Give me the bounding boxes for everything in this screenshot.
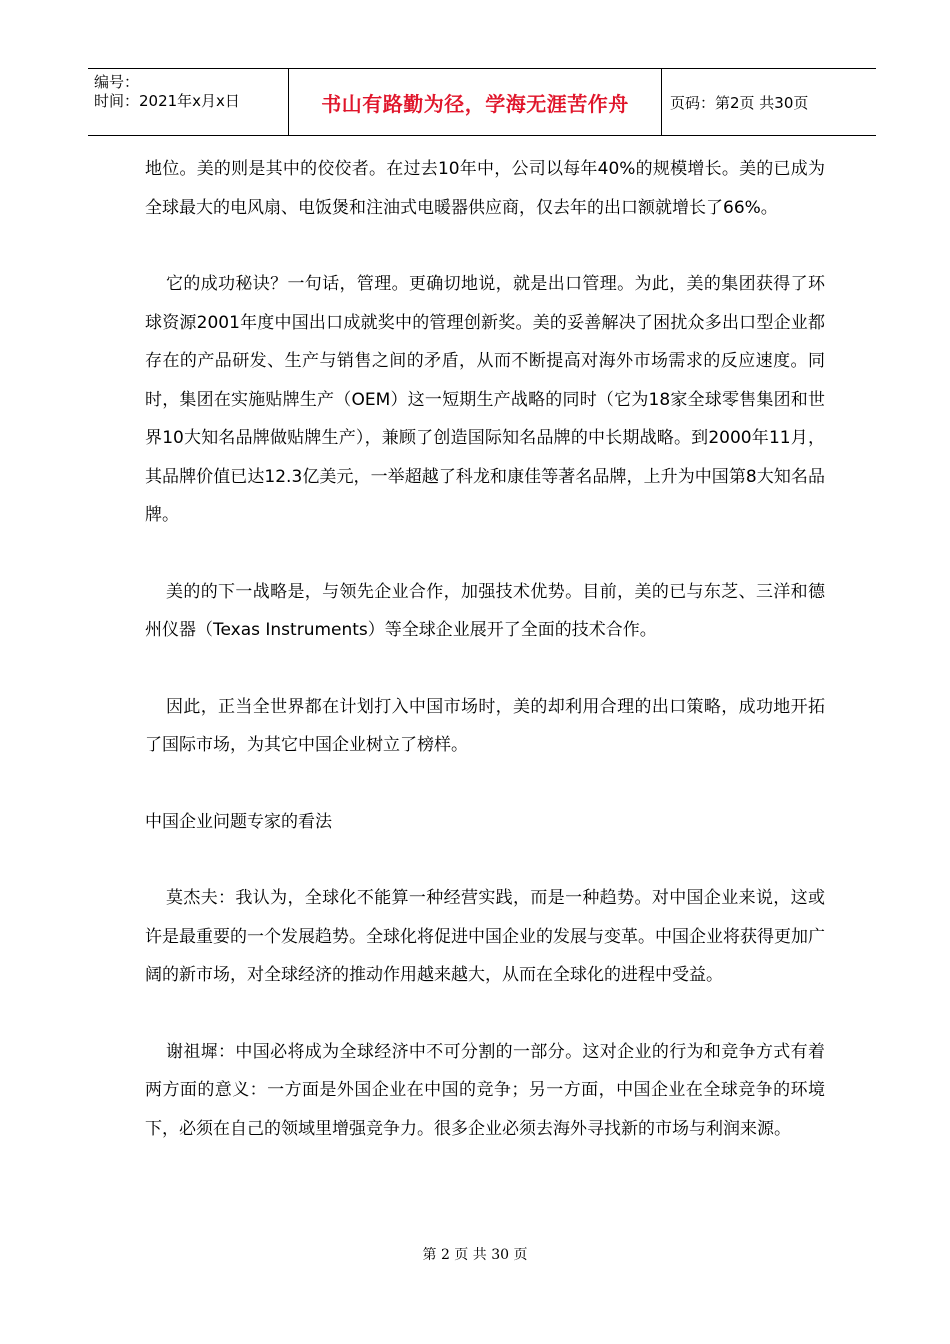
page-footer: 第 2 页 共 30 页: [422, 1247, 528, 1263]
document-number-label: 编号：: [94, 73, 140, 91]
header-slogan: 书山有路勤为径，学海无涯苦作舟: [288, 69, 662, 135]
page-header: [88, 68, 876, 136]
header-page-number: 页码：第2页 共30页: [670, 93, 809, 112]
header-meta: [88, 69, 288, 135]
paragraph: 它的成功秘诀？一句话，管理。更确切地说，就是出口管理。为此，美的集团获得了环球资源2001年度中国出口成就奖中的管理创新奖。美的妥善解决了困扰众多出口型企业都存在的产品研发、生产与销售之间的矛盾，从而不断提高对海外市场需求的反应速度。同时，集团在实施贴牌生产（OEM）这一短期生产战略的同时（它为18家全球零售集团和世界10大知名品牌做贴牌生产），兼顾了创造国际知名品牌的中长期战略。到2000年11月，其品牌价值已达12.3亿美元，一举超越了科龙和康佳等著名品牌，上升为中国第8大知名品牌。: [145, 274, 825, 525]
paragraph: 莫杰夫：我认为，全球化不能算一种经营实践，而是一种趋势。对中国企业来说，这或许是最重要的一个发展趋势。全球化将促进中国企业的发展与变革。中国企业将获得更加广阔的新市场，对全球经济的推动作用越来越大，从而在全球化的进程中受益。: [145, 888, 825, 985]
paragraph: 谢祖墀：中国必将成为全球经济中不可分割的一部分。这对企业的行为和竞争方式有着两方面的意义：一方面是外国企业在中国的竞争；另一方面，中国企业在全球竞争的环境下，必须在自己的领域里增强竞争力。很多企业必须去海外寻找新的市场与利润来源。: [145, 1041, 825, 1139]
document-time-label: 时间：2021年x月x日: [94, 92, 240, 110]
paragraph: 因此，正当全世界都在计划打入中国市场时，美的却利用合理的出口策略，成功地开拓了国际市场，为其它中国企业树立了榜样。: [145, 696, 825, 755]
paragraph-continuation: 地位。美的则是其中的佼佼者。在过去10年中，公司以每年40%的规模增长。美的已成为全球最大的电风扇、电饭煲和注油式电暖器供应商，仅去年的出口额就增长了66%。: [145, 159, 825, 218]
document-body: [145, 150, 825, 1186]
paragraph: 美的的下一战略是，与领先企业合作，加强技术优势。目前，美的已与东芝、三洋和德州仪器（Texas Instruments）等全球企业展开了全面的技术合作。: [145, 581, 825, 640]
section-heading: 中国企业问题专家的看法: [145, 811, 332, 832]
